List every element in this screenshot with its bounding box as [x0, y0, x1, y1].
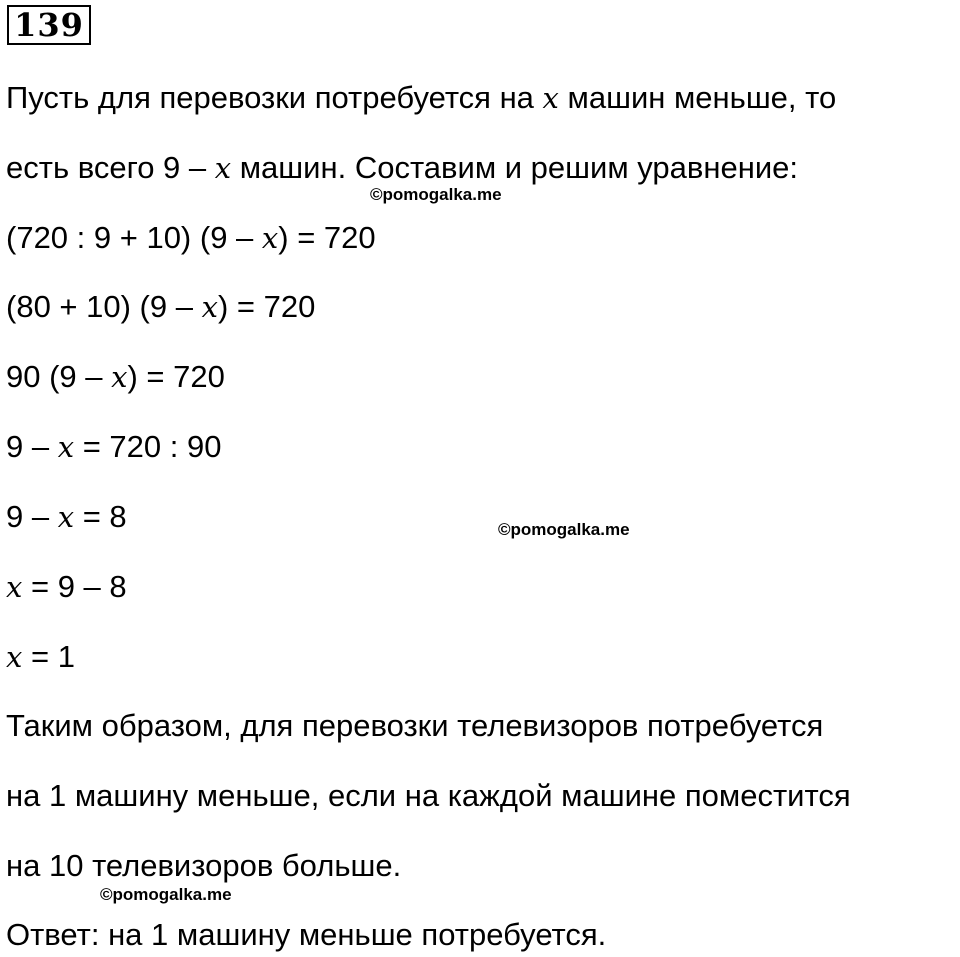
text-fragment: (80 + 10) (9 –: [6, 289, 202, 324]
conclusion-line-2: на 1 машину меньше, если на каждой машине поместится: [6, 778, 851, 813]
text-fragment: (720 : 9 + 10) (9 –: [6, 220, 262, 255]
text-fragment: = 8: [74, 499, 127, 534]
watermark-1: ©pomogalka.me: [370, 185, 502, 204]
problem-number: 139: [7, 5, 91, 45]
variable-x: x: [111, 360, 128, 394]
variable-x: x: [57, 500, 75, 534]
variable-x: x: [214, 151, 232, 185]
text-fragment: 9 –: [6, 499, 58, 534]
text-fragment: 90 (9 –: [6, 359, 112, 394]
text-fragment: ) = 720: [127, 359, 225, 394]
equation-line-4: [6, 427, 221, 467]
equation-line-5: [6, 497, 127, 537]
variable-x: x: [542, 81, 559, 115]
text-fragment: ) = 720: [217, 289, 316, 324]
conclusion-line-1: Таким образом, для перевозки телевизоров потребуется: [6, 708, 824, 743]
equation-line-1: [6, 218, 376, 258]
watermark-2: ©pomogalka.me: [498, 520, 630, 539]
text-fragment: = 1: [22, 639, 75, 674]
text-line-1: [6, 78, 836, 118]
answer-line: Ответ: на 1 машину меньше потребуется.: [6, 917, 607, 952]
variable-x: x: [261, 221, 279, 255]
text-fragment: = 9 – 8: [22, 569, 127, 604]
text-fragment: есть всего 9 –: [6, 150, 215, 185]
text-fragment: Пусть для перевозки потребуется на: [6, 80, 543, 115]
equation-line-3: [6, 357, 225, 397]
text-fragment: ) = 720: [278, 220, 376, 255]
equation-line-7: [6, 637, 75, 677]
conclusion-line-3: на 10 телевизоров больше.: [6, 848, 402, 883]
variable-x: x: [6, 570, 23, 604]
equation-line-2: [6, 287, 315, 327]
variable-x: x: [6, 640, 23, 674]
text-fragment: машин меньше, то: [558, 80, 837, 115]
text-fragment: 9 –: [6, 429, 58, 464]
text-fragment: = 720 : 90: [74, 429, 222, 464]
equation-line-6: [6, 567, 127, 607]
variable-x: x: [57, 430, 75, 464]
text-line-2: [6, 148, 798, 188]
variable-x: x: [201, 290, 218, 324]
text-fragment: машин. Составим и решим уравнение:: [231, 150, 799, 185]
watermark-3: ©pomogalka.me: [100, 885, 232, 904]
